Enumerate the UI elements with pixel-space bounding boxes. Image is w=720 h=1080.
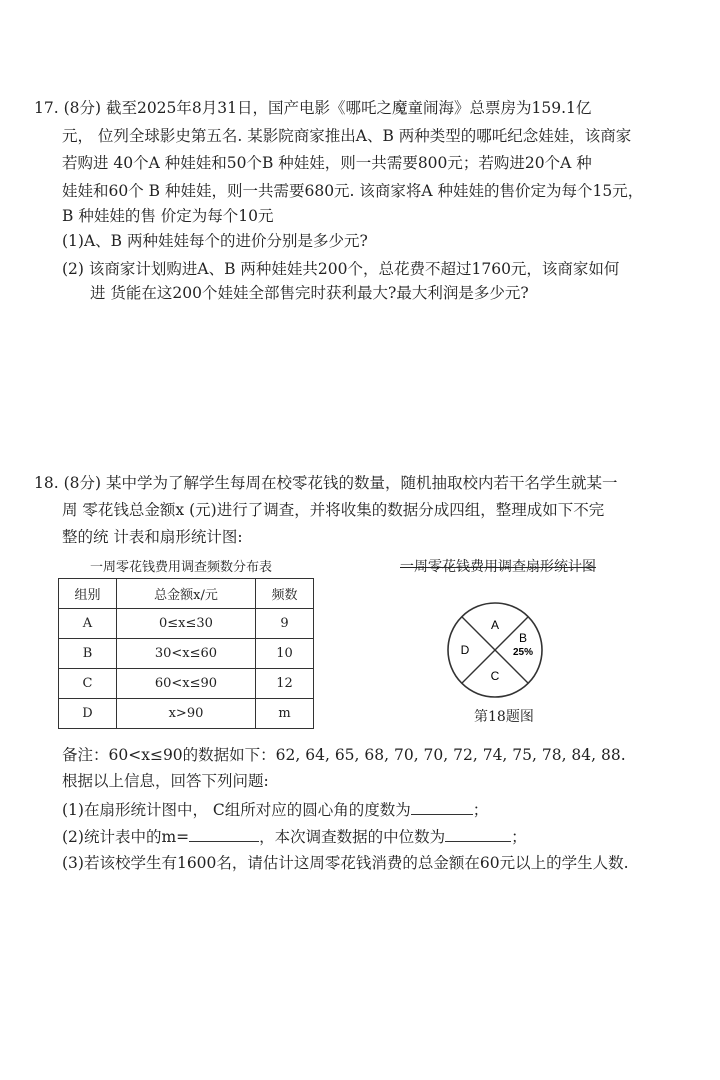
q17-subquestion-2-cont: 进 货能在这200个娃娃全部售完时获利最大?最大利润是多少元? — [90, 284, 529, 302]
q18-part-2 — [62, 826, 527, 847]
q17-line-4: 娃娃和60个 B 种娃娃，则一共需要680元. 该商家将A 种娃娃的售价定为每个15元， — [62, 182, 644, 200]
pie-label-c: C — [490, 669, 500, 683]
cell-range: 30<x≤60 — [117, 639, 256, 669]
cell-frequency: 9 — [255, 609, 313, 639]
pie-label-a: A — [490, 618, 500, 632]
pie-label-d: D — [460, 643, 470, 657]
cell-group: C — [59, 669, 117, 699]
header-group: 组别 — [59, 579, 117, 609]
pie-chart — [440, 600, 550, 710]
answer-blank-m[interactable] — [189, 826, 259, 842]
table-row — [59, 669, 314, 699]
q17-line-3: 若购进 40个A 种娃娃和50个B 种娃娃，则一共需要800元；若购进20个A 种 — [62, 154, 592, 172]
part-1-text: (1)在扇形统计图中， C组所对应的圆心角的度数为 — [62, 801, 411, 819]
cell-group: D — [59, 699, 117, 729]
cell-group: B — [59, 639, 117, 669]
cell-range: 0≤x≤30 — [117, 609, 256, 639]
cell-range: x>90 — [117, 699, 256, 729]
q18-lead: 根据以上信息，回答下列问题: — [62, 772, 269, 790]
q18-part-3: (3)若该校学生有1600名，请估计这周零花钱消费的总金额在60元以上的学生人数. — [62, 854, 629, 872]
table-row — [59, 639, 314, 669]
header-frequency: 频数 — [255, 579, 313, 609]
q18-line-2: 周 零花钱总金额x (元)进行了调查，并将收集的数据分成四组，整理成如下不完 — [62, 501, 605, 519]
q18-note: 备注：60<x≤90的数据如下：62, 64, 65, 68, 70, 70, 72, 74, 75, 78, 84, 88. — [62, 746, 626, 764]
table-row — [59, 699, 314, 729]
cell-frequency: m — [255, 699, 313, 729]
figure-label: 第18题图 — [474, 709, 534, 725]
q17-subquestion-2: (2) 该商家计划购进A、B 两种娃娃共200个，总花费不超过1760元，该商家如何 — [62, 260, 620, 278]
q17-line-2: 元， 位列全球影史第五名. 某影院商家推出A、B 两种类型的哪吒纪念娃娃，该商家 — [62, 127, 632, 145]
cell-frequency: 12 — [255, 669, 313, 699]
part-1-end: ； — [472, 801, 489, 819]
table-caption: 一周零花钱费用调查频数分布表 — [90, 560, 273, 575]
pie-caption: 一周零花钱费用调查扇形统计图 — [400, 559, 596, 575]
q18-part-1 — [62, 799, 488, 820]
pie-label-b: B — [518, 631, 528, 645]
q17-line-1: 17. (8分) 截至2025年8月31日，国产电影《哪吒之魔童闹海》总票房为159.1亿 — [34, 99, 592, 117]
part-2-text: (2)统计表中的m= — [62, 828, 190, 846]
q17-subquestion-1: (1)A、B 两种娃娃每个的进价分别是多少元? — [62, 232, 368, 250]
answer-blank-angle[interactable] — [411, 799, 473, 815]
q18-line-3: 整的统 计表和扇形统计图: — [62, 528, 243, 546]
answer-blank-median[interactable] — [445, 826, 511, 842]
cell-group: A — [59, 609, 117, 639]
q18-line-1: 18. (8分) 某中学为了解学生每周在校零花钱的数量，随机抽取校内若干名学生就某一 — [34, 474, 618, 492]
cell-frequency: 10 — [255, 639, 313, 669]
part-2-mid: ，本次调查数据的中位数为 — [259, 828, 446, 846]
table-header-row — [59, 579, 314, 609]
table-row — [59, 609, 314, 639]
part-2-end: ； — [511, 828, 527, 846]
header-amount: 总金额x/元 — [117, 579, 256, 609]
frequency-table — [58, 578, 314, 729]
q17-line-5: B 种娃娃的售 价定为每个10元 — [62, 207, 274, 225]
cell-range: 60<x≤90 — [117, 669, 256, 699]
pie-label-b-percent: 25% — [512, 647, 534, 658]
